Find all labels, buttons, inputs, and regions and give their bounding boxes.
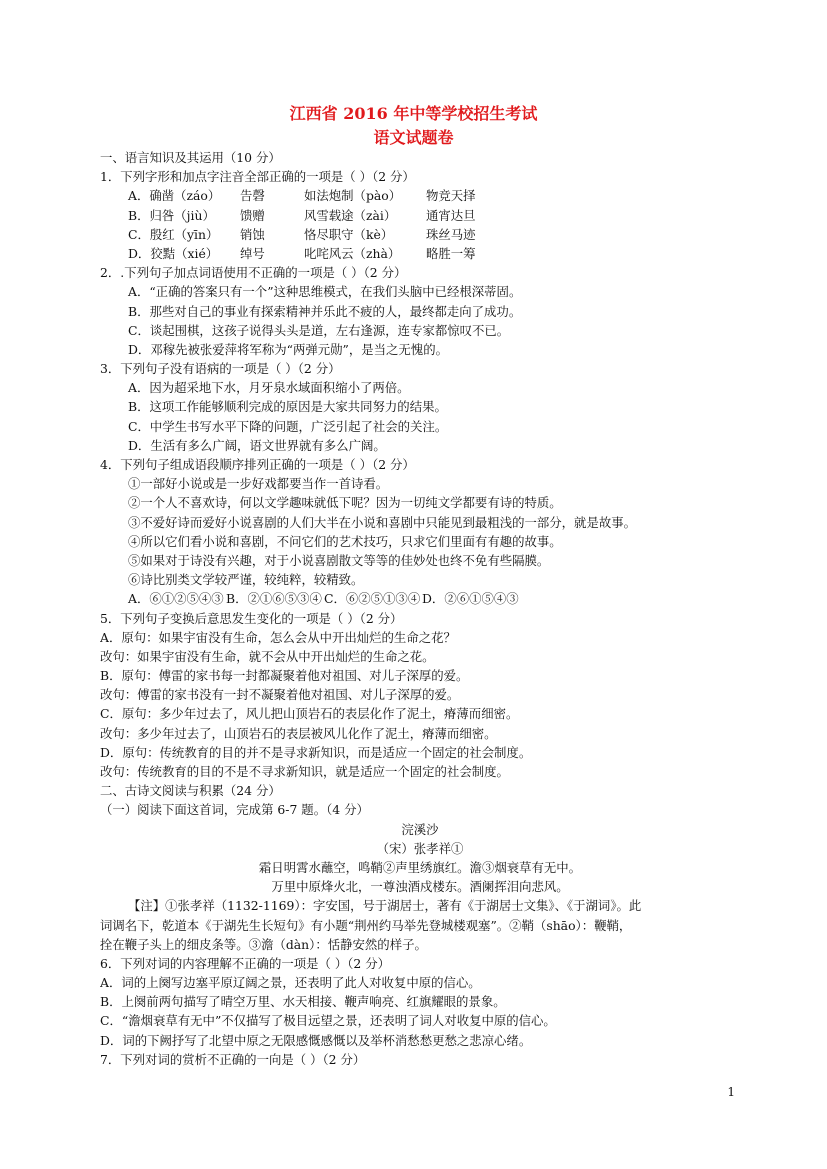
section-heading: 二、古诗文阅读与积累（24 分）: [100, 783, 281, 799]
subsection-heading: （一）阅读下面这首词，完成第 6-7 题。（4 分）: [100, 802, 369, 818]
option-row: B．归咎（jiù） 馈赠 风雪载途（zài） 通宵达旦: [128, 207, 476, 223]
option-line: A．词的上阕写边塞平原辽阔之景，还表明了此人对收复中原的信心。: [100, 975, 481, 991]
choice-row: A．⑥①②⑤④③ B．②①⑥⑤③④ C．⑥②⑤①③④ D．②⑥①⑤④③: [128, 591, 519, 607]
option-line: C．原句：多少年过去了，风儿把山顶岩石的表层化作了泥土，瘠薄而细密。: [100, 706, 519, 722]
option-line: C．中学生书写水平下降的问题，广泛引起了社会的关注。: [128, 418, 448, 434]
option-line: 改句：如果宇宙没有生命，就不会从中开出灿烂的生命之花。: [100, 648, 435, 664]
question-stem: 1．下列字形和加点字注音全部正确的一项是（ ）（2 分）: [100, 169, 415, 185]
page-number: 1: [727, 1085, 735, 1099]
sentence-line: ⑤如果对于诗没有兴趣，对于小说喜剧散文等等的佳妙处也终不免有些隔膜。: [128, 552, 550, 568]
note-line: 【注】①张孝祥（1132-1169）：字安国，号于湖居士，著有《于湖居士文集》、《于湖词》。此: [128, 898, 642, 914]
sentence-line: ③不爱好诗而爱好小说喜剧的人们大半在小说和喜剧中只能见到最粗浅的一部分，就是故事。: [128, 514, 637, 530]
option-row: C．殷红（yīn） 销蚀 恪尽职守（kè） 珠丝马迹: [128, 226, 476, 242]
option-line: B．原句：傅雷的家书每一封都凝聚着他对祖国、对儿子深厚的爱。: [100, 668, 469, 684]
note-line: 拴在鞭子头上的细皮条等。③澹（dàn）：恬静安然的样子。: [100, 936, 427, 952]
option-line: D．生活有多么广阔，语文世界就有多么广阔。: [128, 437, 386, 453]
option-line: 改句：傅雷的家书没有一封不凝聚着他对祖国、对儿子深厚的爱。: [100, 687, 460, 703]
poem-line: 万里中原烽火北，一尊浊酒戍楼东。酒阑挥泪向悲风。: [271, 879, 569, 895]
option-row: D．狡黠（xié） 绰号 叱咤风云（zhà） 略胜一筹: [128, 245, 476, 261]
option-line: A．原句：如果宇宙没有生命，怎么会从中开出灿烂的生命之花？: [100, 629, 456, 645]
question-stem: 2．.下列句子加点词语使用不正确的一项是（ ）（2 分）: [100, 265, 407, 281]
option-line: 改句：传统教育的目的不是不寻求新知识，就是适应一个固定的社会制度。: [100, 764, 509, 779]
option-row: A．确凿（záo） 告磬 如法炮制（pào） 物竞天择: [128, 188, 476, 204]
sentence-line: ④所以它们看小说和喜剧，不问它们的艺术技巧，只求它们里面有有趣的故事。: [128, 533, 562, 549]
option-line: D．邓稼先被张爱萍将军称为“两弹元勋”，是当之无愧的。: [128, 341, 448, 357]
note-line: 词调名下，乾道本《于湖先生长短句》有小题“荆州约马举先登城楼观塞”。②鞘（shāo）：鞭鞘，: [100, 917, 632, 933]
question-stem: 4．下列句子组成语段顺序排列正确的一项是（ ）（2 分）: [100, 457, 415, 472]
question-stem: 6．下列对词的内容理解不正确的一项是（ ）（2 分）: [100, 955, 391, 971]
section-heading: 一、语言知识及其运用（10 分）: [100, 150, 281, 165]
question-stem: 7．下列对词的赏析不正确的一向是（ ）（2 分）: [100, 1051, 366, 1067]
option-line: C．谈起围棋，这孩子说得头头是道，左右逢源，连专家都惊叹不已。: [128, 322, 510, 338]
option-line: D．原句：传统教育的目的并不是寻求新知识，而是适应一个固定的社会制度。: [100, 744, 532, 760]
option-line: C．“澹烟衰草有无中”不仅描写了极目远望之景，还表明了词人对收复中原的信心。: [100, 1013, 556, 1029]
question-stem: 3．下列句子没有语病的一项是（ ）（2 分）: [100, 361, 341, 377]
sentence-line: ⑥诗比别类文学较严谨，较纯粹，较精致。: [128, 572, 364, 588]
option-line: B．那些对自己的事业有探索精神并乐此不疲的人，最终都走向了成功。: [128, 303, 522, 319]
poem-author: （宋）张孝祥①: [376, 840, 464, 856]
sentence-line: ①一部好小说或是一步好戏都要当作一首诗看。: [128, 476, 389, 492]
sentence-line: ②一个人不喜欢诗，何以文学趣味就低下呢？因为一切纯文学都要有诗的特质。: [128, 495, 562, 511]
exam-title: 江西省 2016 年中等学校招生考试: [289, 104, 538, 123]
poem-title: 浣溪沙: [401, 821, 439, 837]
option-line: B．上阕前两句描写了晴空万里、水天相接、鞭声响亮、红旗耀眼的景象。: [100, 994, 506, 1010]
option-line: B．这项工作能够顺利完成的原因是大家共同努力的结果。: [128, 399, 447, 415]
option-line: A．“正确的答案只有一个”这种思维模式，在我们头脑中已经根深蒂固。: [128, 284, 522, 300]
option-line: D．词的下阙抒写了北望中原之无限感慨感慨以及举杯消愁愁更愁之悲凉心绪。: [100, 1032, 532, 1048]
exam-subtitle: 语文试题卷: [373, 128, 454, 147]
option-line: 改句：多少年过去了，山顶岩石的表层被风儿化作了泥土，瘠薄而细密。: [100, 725, 497, 741]
option-line: A．因为超采地下水，月牙泉水域面积缩小了两倍。: [128, 380, 410, 396]
question-stem: 5．下列句子变换后意思发生变化的一项是（ ）（2 分）: [100, 610, 403, 626]
exam-content: [100, 148, 740, 1069]
poem-line: 霜日明霄水蘸空，鸣鞘②声里绣旗红。澹③烟衰草有无中。: [258, 859, 582, 875]
